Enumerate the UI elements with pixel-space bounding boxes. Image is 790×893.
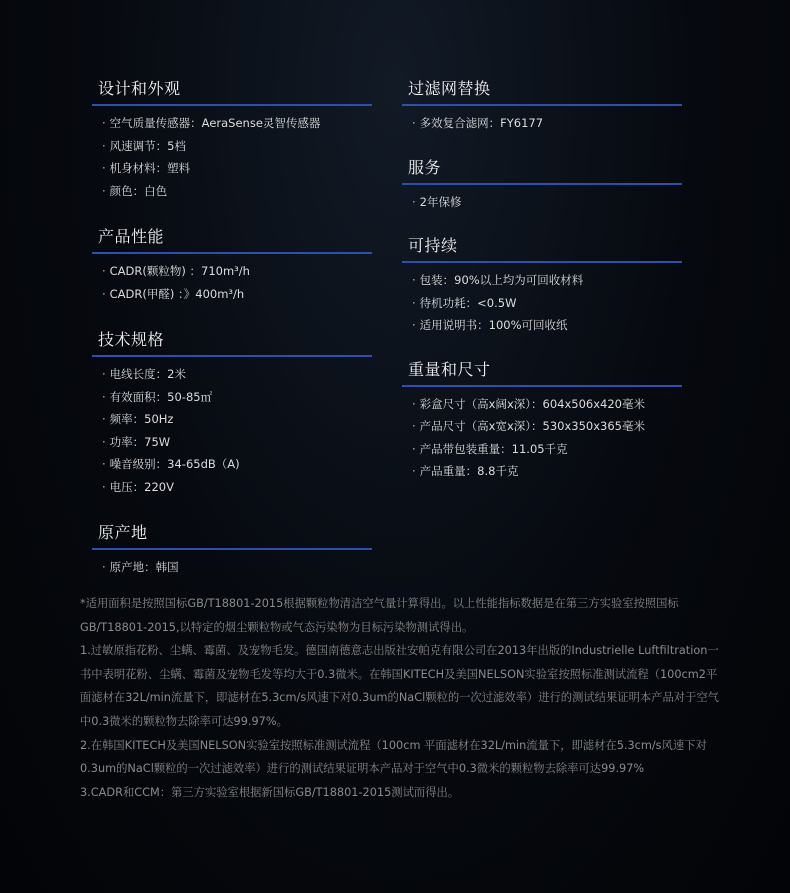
spec-item: · 颜色：白色 — [102, 183, 168, 198]
spec-item: · 电压：220V — [102, 479, 174, 494]
spec-item: · 有效面积：50-85㎡ — [102, 389, 213, 404]
spec-item: · 频率：50Hz — [102, 412, 174, 426]
section-origin — [92, 522, 372, 579]
footnote: 3.CADR和CCM：第三方实验室根据新国标GB/T18801-2015测试而得出。 — [80, 785, 460, 799]
section-title: 原产地 — [92, 522, 372, 550]
spec-item: · 噪音级别：34-65dB（A) — [102, 457, 240, 471]
section-filter — [402, 78, 682, 135]
footnote: 1.过敏原指花粉、尘螨、霉菌、及宠物毛发。德国南德意志出版社安帕克有限公司在2013年出版的Industrielle Luftfiltration一书中表明花粉、尘螨、霉菌及宠物毛发等均大于0.3微米。在韩国KITECH及美国NELSON实验室按照标准测试流程（100cm2平面滤材在32L/min流量下，即滤材在5.3cm/s风速下对0.3um的NaCl颗粒的一次过滤效率）进行的测试结果证明本产品对于空气中0.3微米的颗粒物去除率可达99.97%。 — [80, 644, 719, 728]
footnote: *适用面积是按照国标GB/T18801-2015根据颗粒物清洁空气量计算得出。以上性能指标数据是在第三方实验室按照国标GB/T18801-2015,以特定的烟尘颗粒物或气态污染物为目标污染物测试得出。 — [80, 597, 679, 634]
spec-item: · 风速调节：5档 — [102, 138, 186, 153]
spec-item: · 机身材料：塑料 — [102, 161, 191, 175]
section-title: 可持续 — [402, 235, 682, 263]
spec-item: · 多效复合滤网：FY6177 — [412, 116, 544, 130]
section-service — [402, 157, 682, 214]
right-column — [402, 78, 682, 483]
spec-item: · 彩盒尺寸（高x阔x深）：604x506x420毫米 — [412, 396, 645, 411]
left-column — [92, 78, 372, 579]
spec-item: · 适用说明书：100%可回收纸 — [412, 318, 568, 332]
spec-item: · 电线长度：2米 — [102, 367, 186, 381]
spec-item: · 空气质量传感器：AeraSense灵智传感器 — [102, 116, 321, 130]
spec-item: · 产品尺寸（高x宽x深）：530x350x365毫米 — [412, 419, 645, 433]
spec-item: · 2年保修 — [412, 194, 462, 209]
spec-item: · 产品重量：8.8千克 — [412, 464, 519, 478]
section-title: 产品性能 — [92, 226, 372, 254]
section-title: 重量和尺寸 — [402, 359, 682, 387]
spec-item: · 产品带包装重量：11.05千克 — [412, 441, 568, 456]
spec-item: · 包装：90%以上均为可回收材料 — [412, 273, 584, 287]
section-performance — [92, 226, 372, 305]
spec-item: · 待机功耗：<0.5W — [412, 295, 517, 310]
section-title: 过滤网替换 — [402, 78, 682, 106]
footnotes — [80, 592, 720, 804]
section-title: 设计和外观 — [92, 78, 372, 106]
spec-item: · 原产地：韩国 — [102, 560, 179, 574]
section-design — [92, 78, 372, 202]
footnote: 2.在韩国KITECH及美国NELSON实验室按照标准测试流程（100cm 平面滤材在32L/min流量下，即滤材在5.3cm/s风速下对0.3um的NaCl颗粒的一次过滤效率）进行的测试结果证明本产品对于空气中0.3微米的颗粒物去除率可达99.97% — [80, 738, 707, 776]
spec-item: · CADR(颗粒物) ：710m³/h — [102, 264, 250, 278]
spec-item: · 功率：75W — [102, 434, 171, 449]
section-title: 技术规格 — [92, 329, 372, 357]
spec-item: · CADR(甲醛) ：》400m³/h — [102, 286, 245, 301]
section-title: 服务 — [402, 157, 682, 185]
section-tech-specs — [92, 329, 372, 498]
section-sustainability — [402, 235, 682, 337]
section-weight-dimensions — [402, 359, 682, 483]
